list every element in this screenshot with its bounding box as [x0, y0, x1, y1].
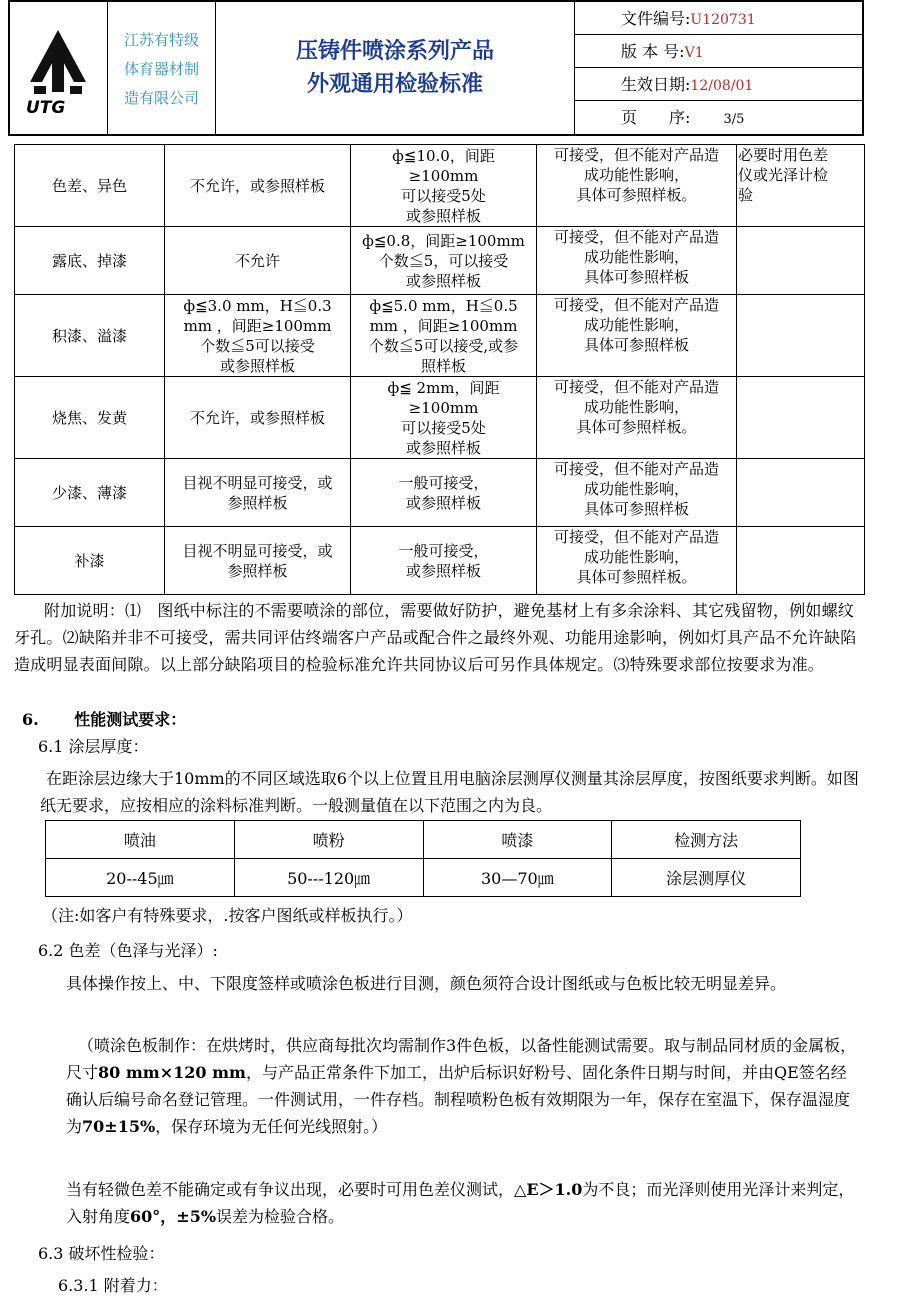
defect-criteria-cell: 不允许，或参照样板 [165, 377, 351, 459]
defect-remark-cell: 可接受，但不能对产品造 成功能性影响， 具体可参照样板。 [537, 527, 737, 595]
defect-criteria-cell: ф≦0.8，间距≥100mm 个数≦5，可以接受 或参照样板 [351, 227, 537, 295]
thickness-value-row [46, 859, 801, 897]
company-name [107, 2, 215, 134]
defect-row [15, 527, 865, 595]
section-6-1-title: 6.1 涂层厚度： [38, 737, 149, 756]
thickness-value-cell: 20--45㎛ [46, 859, 235, 897]
section-6-2-paragraph-3 [66, 1176, 860, 1230]
text-run: 误差为检验合格。 [216, 1207, 345, 1226]
company-line: 造有限公司 [123, 89, 199, 107]
version: V1 [684, 45, 704, 61]
defect-method-cell: 必要时用色差 仪或光泽计检 验 [737, 145, 865, 227]
section-6-2-title: 6.2 色差（色泽与光泽）: [38, 941, 218, 960]
defect-criteria-cell: 一般可接受， 或参照样板 [351, 527, 537, 595]
thickness-header-row [46, 821, 801, 859]
section-6-1-text: 在距涂层边缘大于10mm的不同区域选取6个以上位置且用电脑涂层测厚仪测量其涂层厚度，按图纸要求判断。如图纸无要求，应按相应的涂料标准判断。一般测量值在以下范围之内为良。 [40, 769, 859, 815]
text-run-bold: 60°，±5% [130, 1207, 217, 1226]
defect-name-cell: 色差、异色 [15, 145, 165, 227]
defect-row [15, 377, 865, 459]
version-row [575, 35, 862, 68]
thickness-header-cell: 检测方法 [612, 821, 801, 859]
thickness-header-cell: 喷粉 [234, 821, 423, 859]
defect-name-cell: 补漆 [15, 527, 165, 595]
defect-criteria-cell: 一般可接受， 或参照样板 [351, 459, 537, 527]
defect-table [14, 144, 865, 595]
page-row [575, 101, 862, 134]
section-6-heading [22, 706, 186, 733]
page-number: 3/5 [723, 112, 745, 127]
title-line: 外观通用检验标准 [306, 71, 483, 97]
text-run: ，保存环境为无任何光线照射。） [155, 1117, 388, 1136]
section-6-title: 性能测试要求： [74, 710, 187, 729]
document-title [215, 2, 575, 134]
company-line: 体育器材制 [123, 60, 199, 78]
thickness-table [45, 820, 801, 897]
effective-date: 12/08/01 [690, 78, 754, 94]
defect-remark-cell: 可接受，但不能对产品造 成功能性影响， 具体可参照样板 [537, 295, 737, 377]
doc-number-row [575, 2, 862, 35]
defect-method-cell [737, 377, 865, 459]
defect-criteria-cell: ф≦ 2mm，间距 ≥100mm 可以接受5处 或参照样板 [351, 377, 537, 459]
doc-number-label: 文件编号: [621, 9, 691, 28]
doc-number: U120731 [690, 12, 756, 28]
thickness-header-cell: 喷漆 [423, 821, 612, 859]
defect-criteria-cell: ф≦10.0，间距 ≥100mm 可以接受5处 或参照样板 [351, 145, 537, 227]
logo-text: UTG [26, 98, 66, 118]
defect-method-cell [737, 459, 865, 527]
document-meta [575, 2, 862, 134]
section-6-2-paragraph-1: 具体操作按上、中、下限度签样或喷涂色板进行目测，颜色须符合设计图纸或与色板比较无明显差异。 [66, 974, 787, 993]
effective-date-row [575, 68, 862, 101]
section-6-number: 6. [22, 710, 39, 729]
thickness-value-cell: 50---120㎛ [234, 859, 423, 897]
text-run-bold: 70±15% [82, 1117, 156, 1136]
text-run: ，与产品正常条件下加工，出炉后标识好粉号、固化条件日期与时间，并由QE签名经确认后编号命名登记管理。一件测试用，一件存档。制程喷粉色板有效期限为一年，保存在室温下，保存温湿度为 [66, 1063, 851, 1136]
defect-criteria-cell: 目视不明显可接受，或 参照样板 [165, 527, 351, 595]
text-run: 为不良；而光泽则使用光泽计来判定，入射角度 [66, 1180, 855, 1226]
version-label: 版 本 号: [621, 42, 685, 61]
defect-name-cell: 积漆、溢漆 [15, 295, 165, 377]
defect-remark-cell: 可接受，但不能对产品造 成功能性影响， 具体可参照样板 [537, 227, 737, 295]
thickness-header-cell: 喷油 [46, 821, 235, 859]
text-run-bold: 80 mm×120 mm [98, 1063, 246, 1082]
text-run-bold: △E＞1.0 [514, 1180, 583, 1199]
company-line: 江苏有特级 [123, 31, 199, 49]
defect-criteria-cell: ф≦5.0 mm，H≦0.5 mm ，间距≥100mm 个数≦5可以接受,或参 照样板 [351, 295, 537, 377]
text-run: （喷涂色板制作：在烘烤时，供应商每批次均需制作3件色板，以备性能测试需要。取与制品同材质的金属板，尺寸 [66, 1036, 857, 1082]
defect-remark-cell: 可接受，但不能对产品造 成功能性影响， 具体可参照样板。 [537, 145, 737, 227]
section-6-2-paragraph-2 [66, 1032, 860, 1140]
defect-remark-cell: 可接受，但不能对产品造 成功能性影响， 具体可参照样板 [537, 459, 737, 527]
page-label: 页 序: [621, 108, 691, 127]
defect-row [15, 459, 865, 527]
effective-date-label: 生效日期: [621, 75, 691, 94]
defect-method-cell [737, 295, 865, 377]
additional-note: 附加说明：⑴ 图纸中标注的不需要喷涂的部位，需要做好防护，避免基材上有多余涂料、其它残留物，例如螺纹牙孔。⑵缺陷并非不可接受，需共同评估终端客户产品或配合件之最终外观、功能用途影响，例如灯具产品不允许缺陷造成明显表面间隙。以上部分缺陷项目的检验标准允许共同协议后可另作具体规定。⑶特殊要求部位按要求为准。 [14, 601, 857, 674]
section-6-3-1-title: 6.3.1 附着力： [58, 1276, 168, 1295]
defect-criteria-cell: 不允许，或参照样板 [165, 145, 351, 227]
defect-name-cell: 少漆、薄漆 [15, 459, 165, 527]
defect-criteria-cell: ф≦3.0 mm，H≦0.3 mm ，间距≥100mm 个数≦5可以接受 或参照样板 [165, 295, 351, 377]
defect-remark-cell: 可接受，但不能对产品造 成功能性影响， 具体可参照样板。 [537, 377, 737, 459]
title-line: 压铸件喷涂系列产品 [295, 38, 494, 64]
defect-method-cell [737, 527, 865, 595]
defect-name-cell: 烧焦、发黄 [15, 377, 165, 459]
defect-row [15, 227, 865, 295]
defect-row [15, 295, 865, 377]
thickness-value-cell: 涂层测厚仪 [612, 859, 801, 897]
section-6-1-note: （注:如客户有特殊要求，.按客户图纸或样板执行。） [42, 906, 413, 925]
text-run: 当有轻微色差不能确定或有争议出现，必要时可用色差仪测试， [66, 1180, 515, 1199]
defect-row [15, 145, 865, 227]
thickness-value-cell: 30—70㎛ [423, 859, 612, 897]
section-6-3-title: 6.3 破坏性检验： [38, 1244, 165, 1263]
defect-name-cell: 露底、掉漆 [15, 227, 165, 295]
defect-method-cell [737, 227, 865, 295]
document-header [8, 0, 864, 136]
defect-criteria-cell: 目视不明显可接受，或 参照样板 [165, 459, 351, 527]
defect-criteria-cell: 不允许 [165, 227, 351, 295]
company-logo [10, 2, 107, 134]
